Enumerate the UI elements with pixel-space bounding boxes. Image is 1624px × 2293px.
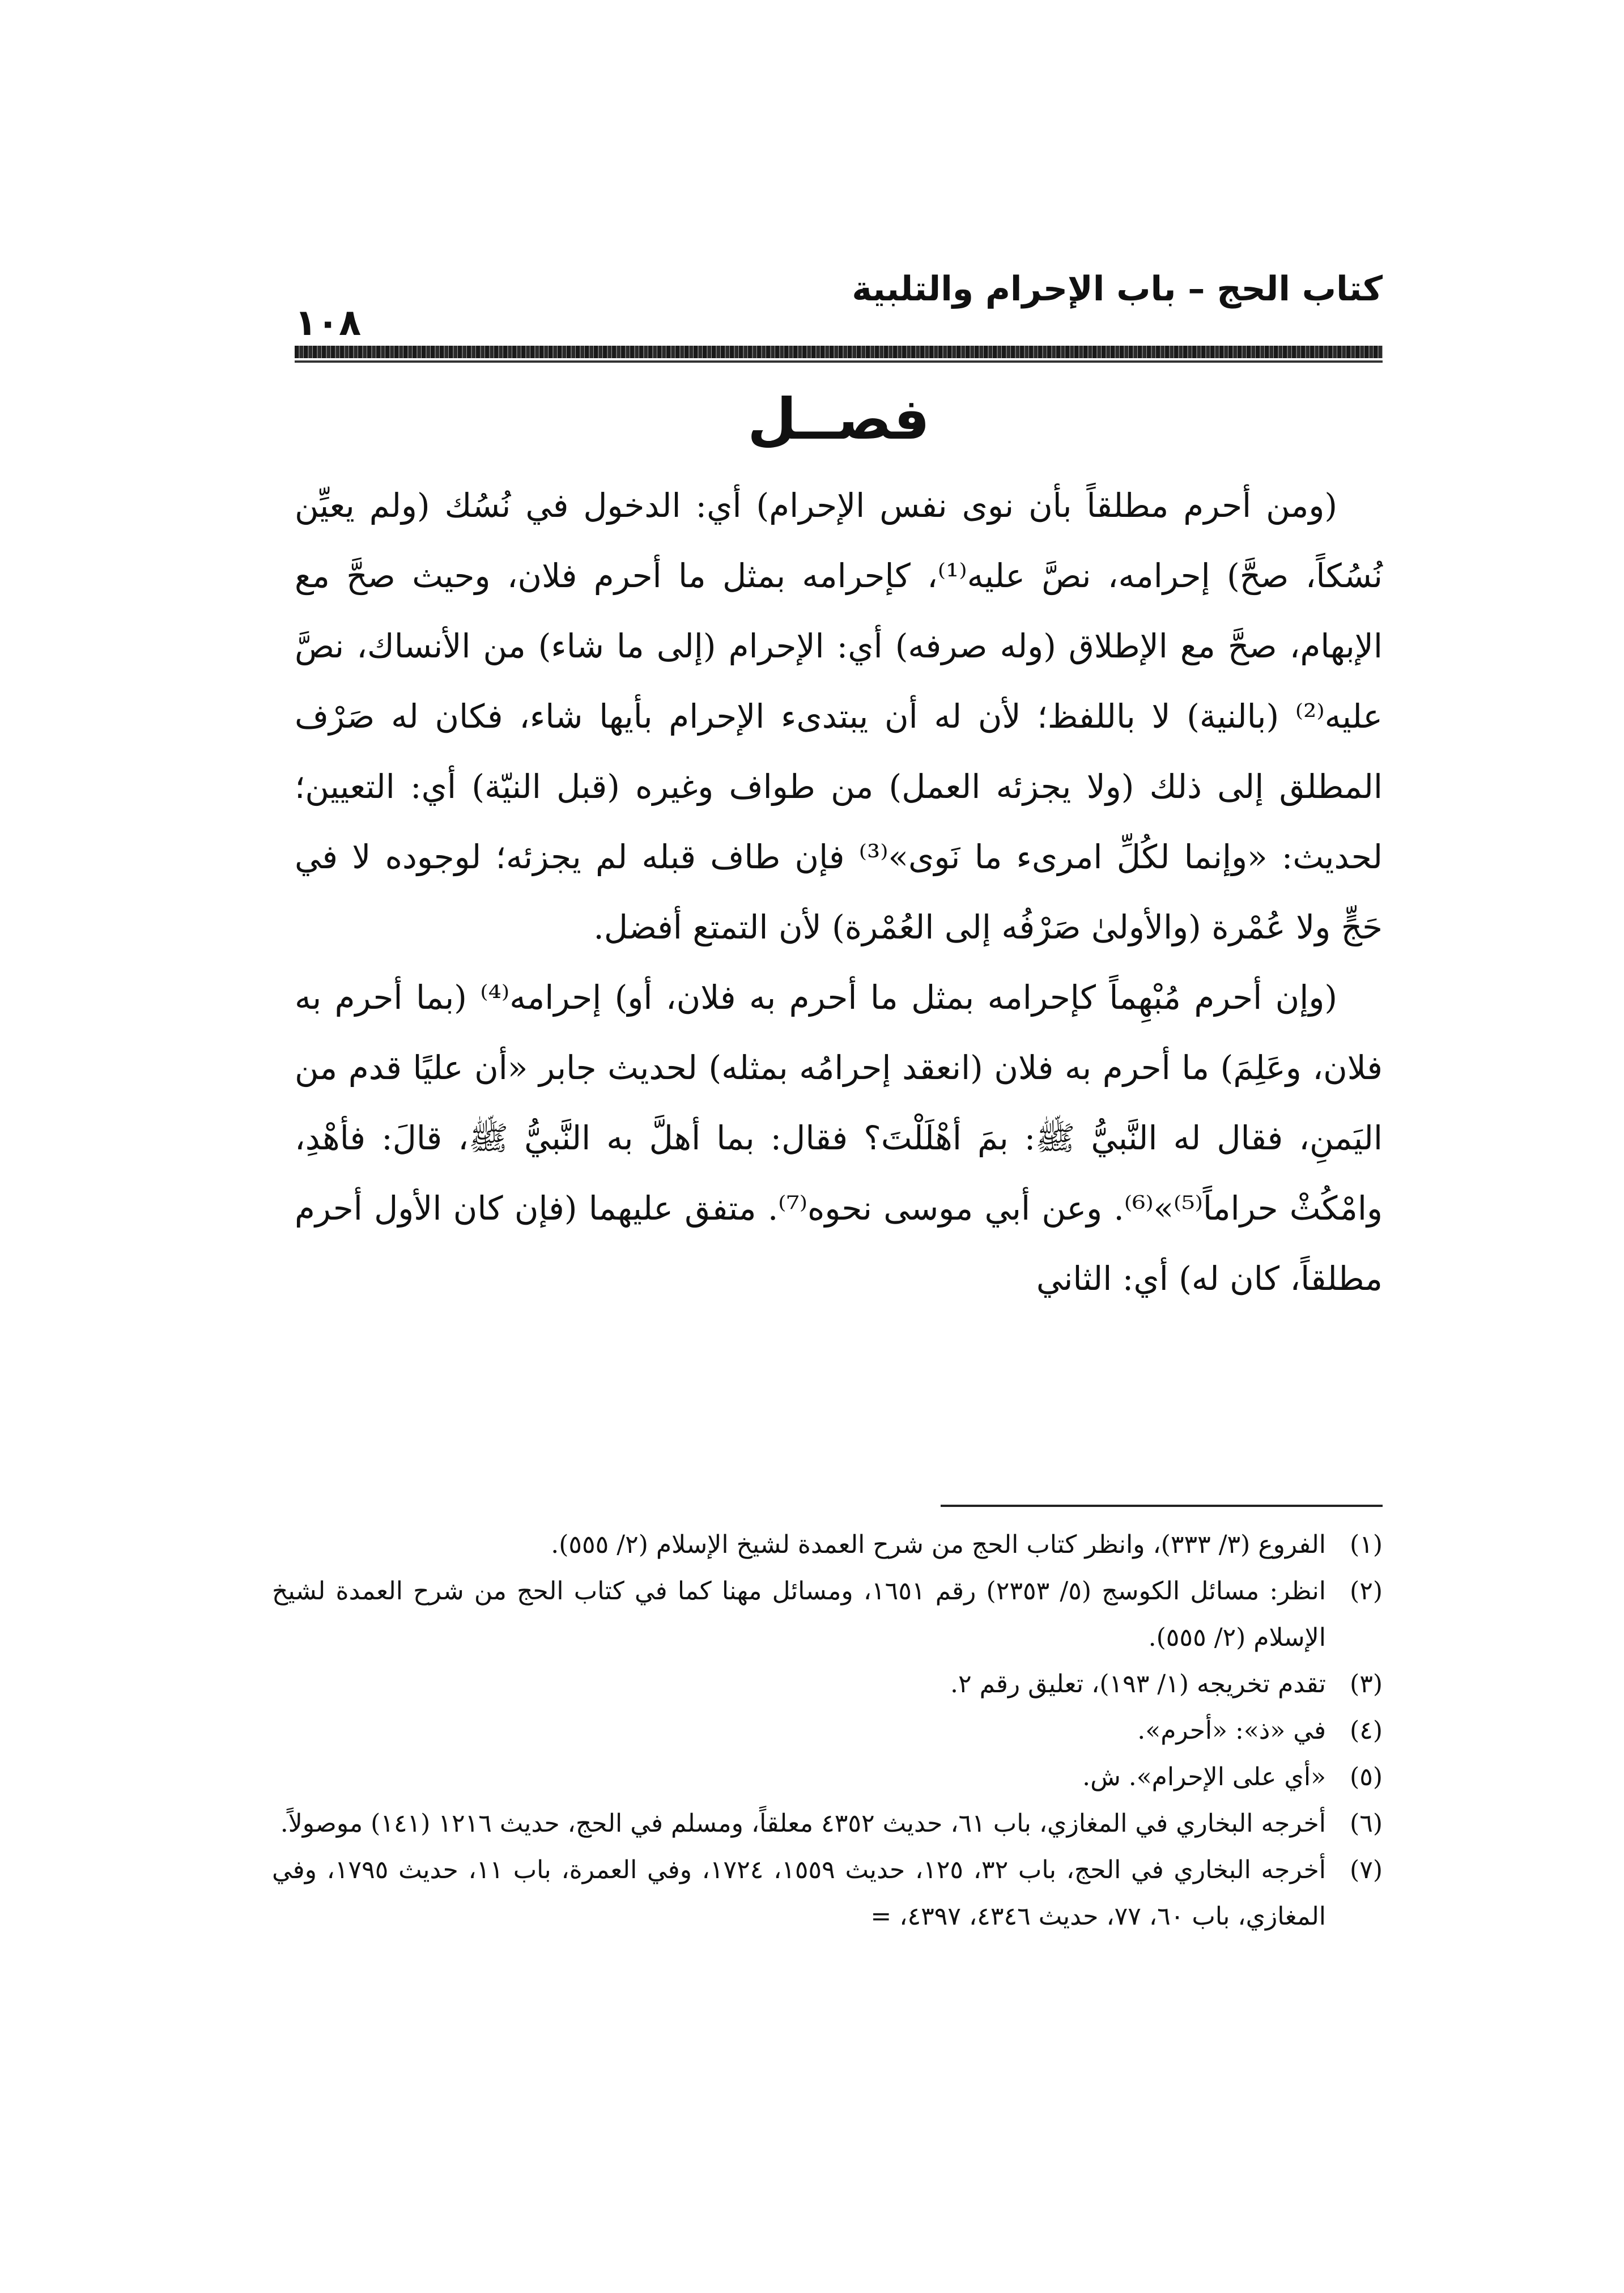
- body-paragraph: (ومن أحرم مطلقاً بأن نوى نفس الإحرام) أي: الدخول في نُسُك (ولم يعيِّن نُسُكاً، صحَّ) إحرامه، نصَّ عليه⁽¹⁾، كإحرامه بمثل ما أحرم فلان، وحيث صحَّ مع الإبهام، صحَّ مع الإطلاق (وله صرفه) أي: الإحرام (إلى ما شاء) من الأنساك، نصَّ عليه⁽²⁾ (بالنية) لا باللفظ؛ لأن له أن يبتدىء الإحرام بأيها شاء، فكان له صَرْف المطلق إلى ذلك (ولا يجزئه العمل) من طواف وغيره (قبل النيّة) أي: التعيين؛ لحديث: «وإنما لكُلِّ امرىء ما نَوى»⁽³⁾ فإن طاف قبله لم يجزئه؛ لوجوده لا في حَجٍّ ولا عُمْرة (والأولىٰ صَرْفُه إلى العُمْرة) لأن التمتع أفضل.: [295, 486, 1383, 946]
- footnote-item: [272, 1754, 1383, 1801]
- footnote-text: أخرجه البخاري في المغازي، باب ٦١، حديث ٤٣٥٢ معلقاً، ومسلم في الحج، حديث ١٢١٦ (١٤١) موصولاً.: [280, 1809, 1326, 1838]
- footnote-text: أخرجه البخاري في الحج، باب ٣٢، ١٢٥، حديث ١٥٥٩، ١٧٢٤، وفي العمرة، باب ١١، حديث ١٧٩٥، وفي المغازي، باب ٦٠، ٧٧، حديث ٤٣٤٦، ٤٣٩٧، =: [272, 1855, 1327, 1931]
- footnote-number: (٤): [1350, 1716, 1383, 1745]
- footnote-separator: [941, 1505, 1383, 1507]
- page-number: ١٠٨: [295, 302, 362, 344]
- footnote-text: تقدم تخريجه (١/ ١٩٣)، تعليق رقم ٢.: [950, 1670, 1326, 1698]
- footnotes: [272, 1522, 1383, 1940]
- body-paragraph: (وإن أحرم مُبْهِماً كإحرامه بمثل ما أحرم به فلان، أو) إحرامه⁽⁴⁾ (بما أحرم به فلان، وعَلِمَ) ما أحرم به فلان (انعقد إحرامُه بمثله) لحديث جابر «أن عليًا قدم من اليَمنِ، فقال له النَّبيُّ ﷺ: بمَ أهْلَلْتَ؟ فقال: بما أهلَّ به النَّبيُّ ﷺ، قالَ: فأهْدِ، وامْكُثْ حراماً⁽⁵⁾»⁽⁶⁾. وعن أبي موسى نحوه⁽⁷⁾. متفق عليهما (فإن كان الأول أحرم مطلقاً، كان له) أي: الثاني: [295, 978, 1383, 1298]
- header-divider-thin: [295, 360, 1383, 363]
- footnote-item: [272, 1847, 1383, 1940]
- footnote-text: انظر: مسائل الكوسج (٥/ ٢٣٥٣) رقم ١٦٥١، ومسائل مهنا كما في كتاب الحج من شرح العمدة لشيخ الإسلام (٢/ ٥٥٥).: [272, 1577, 1326, 1652]
- footnote-text: الفروع (٣/ ٣٣٣)، وانظر كتاب الحج من شرح العمدة لشيخ الإسلام (٢/ ٥٥٥).: [551, 1530, 1326, 1559]
- footnote-item: [272, 1708, 1383, 1754]
- footnote-number: (٥): [1350, 1763, 1383, 1791]
- section-heading: فصــل: [747, 386, 930, 452]
- footnote-number: (١): [1350, 1530, 1383, 1559]
- main-text: [295, 470, 1383, 1314]
- footnote-text: «أي على الإحرام». ش.: [1082, 1763, 1326, 1791]
- footnote-text: في «ذ»: «أحرم».: [1137, 1716, 1326, 1745]
- footnote-item: [272, 1568, 1383, 1661]
- footnote-number: (٦): [1350, 1809, 1383, 1838]
- footnote-number: (٧): [1350, 1855, 1383, 1884]
- footnote-number: (٣): [1350, 1670, 1383, 1698]
- footnote-number: (٢): [1350, 1577, 1383, 1606]
- footnote-item: [272, 1661, 1383, 1708]
- footnote-item: [272, 1522, 1383, 1568]
- running-header-title: كتاب الحج – باب الإحرام والتلبية: [852, 269, 1383, 309]
- footnote-item: [272, 1801, 1383, 1847]
- header-divider: [295, 346, 1383, 358]
